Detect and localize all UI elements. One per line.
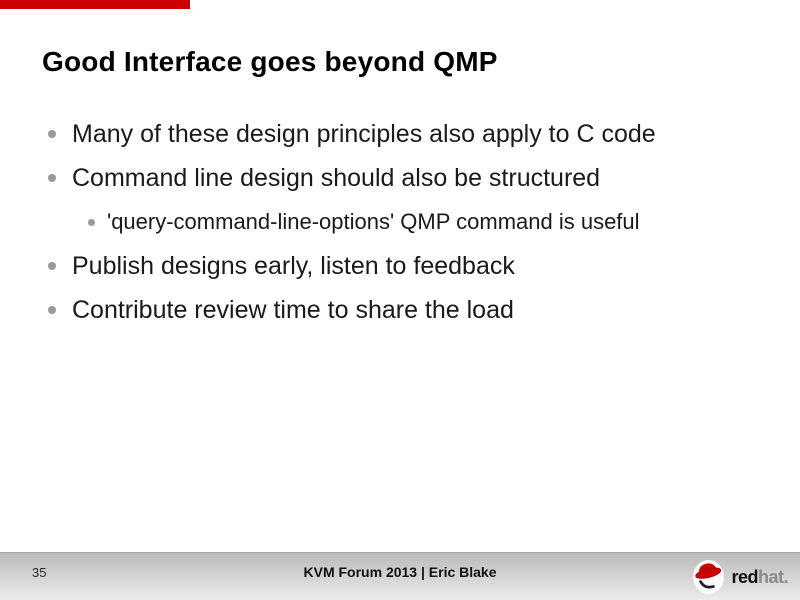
wordmark-red: red (731, 566, 758, 587)
footer-conference-text: KVM Forum 2013 | Eric Blake (303, 564, 497, 580)
slide-footer (0, 552, 800, 600)
bullet-dot-icon (88, 219, 95, 226)
bullet-list (0, 112, 780, 332)
list-item-text: Contribute review time to share the load (72, 295, 514, 324)
list-item-text: 'query-command-line-options' QMP command is useful (107, 209, 640, 234)
redhat-logo (691, 557, 788, 597)
shadowman-hat-icon (691, 558, 727, 596)
bullet-dot-icon (48, 174, 56, 182)
list-item (0, 288, 780, 332)
wordmark-hat: hat. (757, 566, 788, 587)
bullet-dot-icon (48, 262, 56, 270)
bullet-dot-icon (48, 130, 56, 138)
list-item-text: Many of these design principles also apply to C code (72, 119, 656, 148)
list-item-nested (0, 200, 780, 244)
slide-title: Good Interface goes beyond QMP (42, 46, 498, 77)
list-item-text: Publish designs early, listen to feedback (72, 251, 515, 280)
redhat-wordmark (731, 567, 788, 588)
list-item (0, 112, 780, 156)
list-item (0, 244, 780, 288)
list-item (0, 156, 780, 200)
list-item-text: Command line design should also be structured (72, 163, 601, 192)
bullet-dot-icon (48, 306, 56, 314)
red-accent-bar (0, 0, 190, 9)
page-number: 35 (32, 565, 47, 580)
